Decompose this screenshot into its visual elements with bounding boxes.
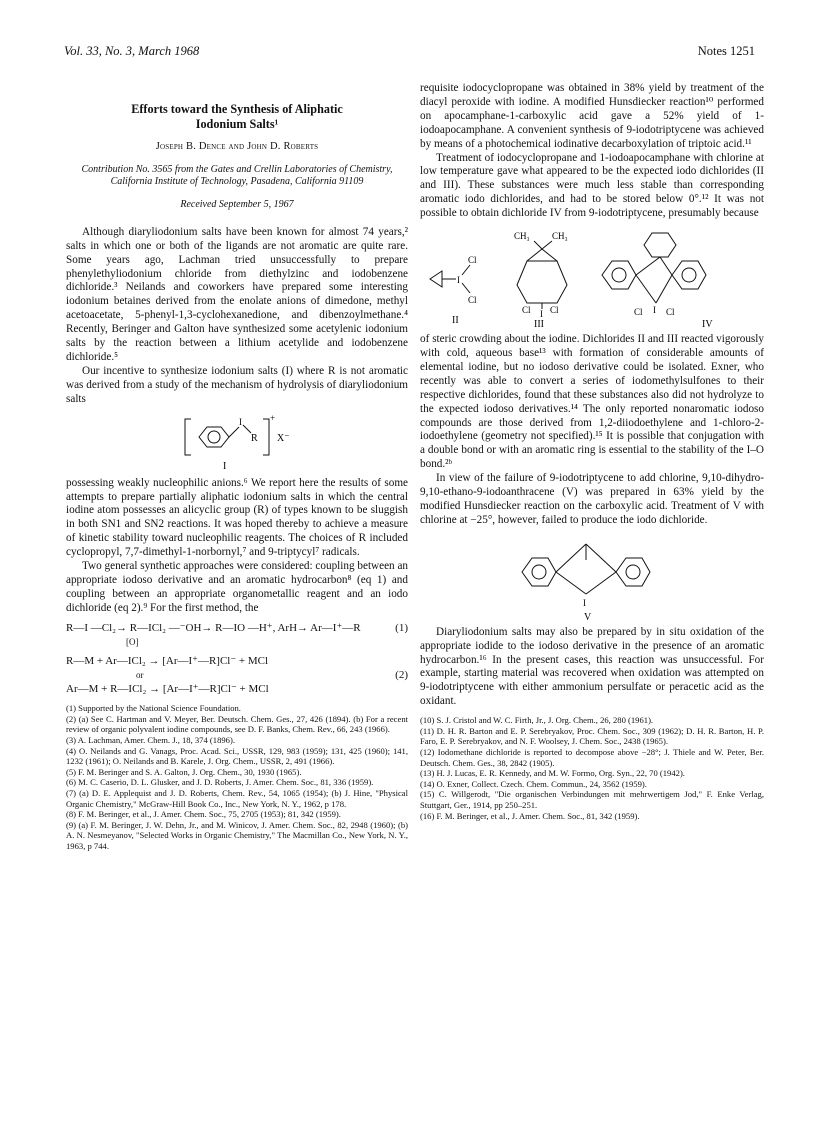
svg-text:Cl: Cl — [550, 305, 559, 316]
structure-III-label: III — [534, 319, 544, 330]
structure-V — [512, 532, 672, 622]
svg-text:Cl: Cl — [666, 307, 675, 318]
equation-2a: R—M + Ar—ICl₂ → [Ar—I⁺—R]Cl⁻ + MCl — [66, 655, 269, 668]
running-header-volume: Vol. 33, No. 3, March 1968 — [64, 44, 200, 58]
structure-I — [177, 411, 297, 473]
article-authors: Joseph B. Dence and John D. Roberts — [155, 141, 319, 152]
footnote: (5) F. M. Beringer and S. A. Galton, J. Org. Chem., 30, 1930 (1965). — [66, 766, 302, 777]
svg-text:CH₃: CH₃ — [514, 231, 530, 242]
svg-text:I: I — [457, 275, 460, 286]
footnotes-left — [66, 703, 408, 851]
footnote: (12) Iodomethane dichloride is reported to decompose above −28°; J. Thiele and W. Peter, Ber. Deutsch. Chem. Ges., 38, 2842 (1905). — [420, 746, 764, 768]
structures-II-III-IV — [422, 225, 762, 329]
equation-1-text: R—I —Cl₂→ R—ICl₂ —⁻OH→ R—IO —H⁺, ArH→ Ar—I⁺—R — [66, 621, 361, 634]
right-column — [420, 82, 764, 821]
structure-I-charge: + — [270, 412, 276, 423]
footnotes-right — [420, 715, 764, 821]
equation-2 — [66, 655, 408, 697]
paragraph: Treatment of iodocyclopropane and 1-iodoapocamphane with chlorine at low temperature gave what appeared to be the expected iodo dichlorides (II and III). These substances were much less stable than corresponding aromatic iodo dichlorides, and had to be stored below 0°.¹² It was not possible to obtain dichloride IV from 9-iodotriptycene, presumably because — [420, 151, 764, 220]
paragraph: requisite iodocyclopropane was obtained in 38% yield by treatment of the diacyl peroxide with iodine. A modified Hunsdiecker reaction¹⁰ performed on apocamphane-1-carboxylic acid gave a 52% yield of 1-iodoapocamphane. A convenient synthesis of 9-iodotriptycene was achieved by means of a photochemical iodinative decarboxylation of triptoic acid.¹¹ — [420, 82, 764, 150]
equation-2b: Ar—M + R—ICl₂ → [Ar—I⁺—R]Cl⁻ + MCl — [66, 683, 269, 696]
article-title: Efforts toward the Synthesis of Aliphatic Iodonium Salts¹ — [131, 102, 343, 131]
svg-text:I: I — [540, 309, 543, 320]
svg-text:Cl: Cl — [634, 307, 643, 318]
running-header-page: Notes 1251 — [697, 44, 755, 58]
equation-2-number: (2) — [395, 669, 408, 682]
structure-II-label: II — [452, 315, 459, 327]
svg-text:I: I — [239, 416, 242, 427]
structure-V-label: V — [584, 611, 592, 622]
footnote: (2) (a) See C. Hartman and V. Meyer, Ber. Deutsch. Chem. Ges., 27, 426 (1894). (b) For a recent review of organic polyvalent iodine compounds, see D. F. Banks, Chem. Rev., 66, 243 (1966). — [66, 713, 408, 735]
structure-I-label: I — [223, 460, 227, 472]
svg-text:Cl: Cl — [522, 305, 531, 316]
svg-text:Cl: Cl — [468, 295, 477, 306]
paragraph: Diaryliodonium salts may also be prepared by in situ oxidation of the appropriate iodide to the iodoso derivative in the presence of an aromatic hydrocarbon.¹⁶ In the present cases, this reaction was unsuccessful. For example, starting material was recovered when oxidation was attempted on 9-iodotriptycene with either ammonium persulfate or peracetic acid as the oxidant. — [420, 625, 764, 708]
footnote: (13) H. J. Lucas, E. R. Kennedy, and M. W. Formo, Org. Syn., 22, 70 (1942). — [420, 768, 685, 779]
paragraph: possessing weakly nucleophilic anions.⁶ We report here the results of some attempts to prepare partially aliphatic iodonium salts in which the central iodine atom possesses an alicyclic group (R) of types known to be sluggish in both SN1 and SN2 reactions. It was hoped thereby to achieve a measure of kinetic stability toward nucleophilic reagents. The choices of R included cyclopropyl, 7,7-dimethyl-1-norbornyl,⁷ and 9-triptycyl⁷ radicals. — [66, 476, 408, 559]
structure-I-anion: X⁻ — [277, 432, 290, 444]
paragraph: Although diaryliodonium salts have been known for almost 74 years,² salts in which one or both of the ligands are not aromatic are quite rare. Some years ago, Lachman tried unsuccessfully to prepare phenylethyliodonium chloride from diethylzinc and iodobenzene dichloride.³ Neilands and coworkers have prepared some interesting iodonium betaines derived from the enolate anions of dimedone, methyl acetoacetate, 5-phenyl-1,3-cyclohexanedione, and dibenzoylmethane.⁴ Recently, Beringer and Galton have synthesized some acetylenic iodonium salts by the reaction between a lithium acetylide and iodobenzene dichloride.⁵ — [66, 225, 408, 363]
structure-IV-label: IV — [702, 319, 713, 330]
article-affiliation: Contribution No. 3565 from the Gates and Crellin Laboratories of Chemistry, California Institute of Technology, Pasadena, California 91109 — [81, 163, 393, 187]
svg-text:CH₃: CH₃ — [552, 231, 568, 242]
footnote: (10) S. J. Cristol and W. C. Firth, Jr., J. Org. Chem., 26, 280 (1961). — [420, 715, 654, 726]
footnote: (1) Supported by the National Science Foundation. — [66, 703, 241, 714]
footnote: (8) F. M. Beringer, et al., J. Amer. Chem. Soc., 75, 2705 (1953); 81, 342 (1959). — [66, 809, 341, 820]
footnote: (15) C. Willgerodt, "Die organischen Verbindungen mit mehrwertigem Jod," F. Enke Verlag, Stuttgart, Ger., 1914, pp 250–251. — [420, 789, 764, 810]
paragraph: In view of the failure of 9-iodotriptycene to add chlorine, 9,10-dihydro-9,10-ethano-9-iodoanthracene (V) was prepared in 63% yield by the modified Hunsdiecker reaction on the carboxylic acid. Treatment of V with chlorine at −25°, however, failed to produce the iodo dichloride. — [420, 472, 764, 526]
footnote: (9) (a) F. M. Beringer, J. W. Dehn, Jr., and M. Winicov, J. Amer. Chem. Soc., 82, 2948 (1960); (b) A. N. Nesmeyanov, "Selected Works in Organic Chemistry," The Macmillan Co., New York, N. Y., 1963, p 744. — [66, 819, 408, 851]
svg-text:I: I — [653, 305, 656, 316]
equation-1 — [66, 622, 408, 636]
structure-I-r: R — [251, 432, 258, 444]
footnote: (16) F. M. Beringer, et al., J. Amer. Chem. Soc., 81, 342 (1959). — [420, 810, 640, 821]
paragraph: Two general synthetic approaches were considered: coupling between an appropriate iodoso derivative and an aromatic hydrocarbon⁸ (eq 1) and coupling between an appropriate organometallic reagent and an iodo dichloride (eq 2).⁹ For the first method, the — [66, 560, 409, 614]
received-date: Received September 5, 1967 — [180, 198, 294, 210]
footnote: (14) O. Exner, Collect. Czech. Chem. Commun., 24, 3562 (1959). — [420, 778, 647, 789]
equation-2-or: or — [136, 670, 144, 681]
svg-text:Cl: Cl — [468, 255, 477, 266]
equation-1-oxidation: [O] — [126, 636, 139, 647]
left-column — [66, 82, 408, 852]
paragraph: Our incentive to synthesize iodonium salts (I) where R is not aromatic was derived from a study of the mechanism of hydrolysis of diaryliodonium salts — [66, 364, 408, 405]
equation-1-number: (1) — [395, 621, 408, 634]
footnote: (7) (a) D. E. Applequist and J. D. Roberts, Chem. Rev., 54, 1065 (1954); (b) J. Hine, "Physical Organic Chemistry," McGraw-Hill Book Co., Inc., New York, N. Y., 1962, p 178. — [66, 787, 408, 809]
footnote: (6) M. C. Caserio, D. L. Glusker, and J. D. Roberts, J. Amer. Chem. Soc., 81, 336 (1959). — [66, 777, 374, 788]
svg-text:I: I — [583, 597, 586, 608]
equation-block — [66, 622, 408, 698]
paragraph: of steric crowding about the iodine. Dichlorides II and III reacted vigorously with cold, aqueous base¹³ with formation of considerable amounts of elemental iodine, but no iodoso derivative could be isolated. Exner, who recently was able to convert a series of iodomethylsulfones to their respective dichlorides, found that these substances also did not hydrolyze to the expected iodoso derivatives.¹⁴ The only reported nonaromatic iodoso compounds are those derived from 1,2-diiodoethylene and 1-chloro-2-iodoethylene (geometry not specified).¹⁵ It is possible that conjugation with a double bond or with an aromatic ring is essential to the stability of the I–O bond.²ᵇ — [420, 333, 764, 471]
footnote: (11) D. H. R. Barton and E. P. Serebryakov, Proc. Chem. Soc., 309 (1962); D. H. R. Barton, H. P. Faro, E. P. Serebryakov, and N. F. Woolsey, J. Chem. Soc., 2438 (1965). — [420, 725, 764, 747]
footnote: (4) O. Neilands and G. Vanags, Proc. Acad. Sci., USSR, 129, 983 (1959); 131, 425 (1960); 141, 1232 (1961); O. Neilands and B. Karele, J. Org. Chem., USSR, 2, 491 (1966). — [66, 745, 408, 767]
footnote: (3) A. Lachman, Amer. Chem. J., 18, 374 (1896). — [66, 734, 235, 745]
